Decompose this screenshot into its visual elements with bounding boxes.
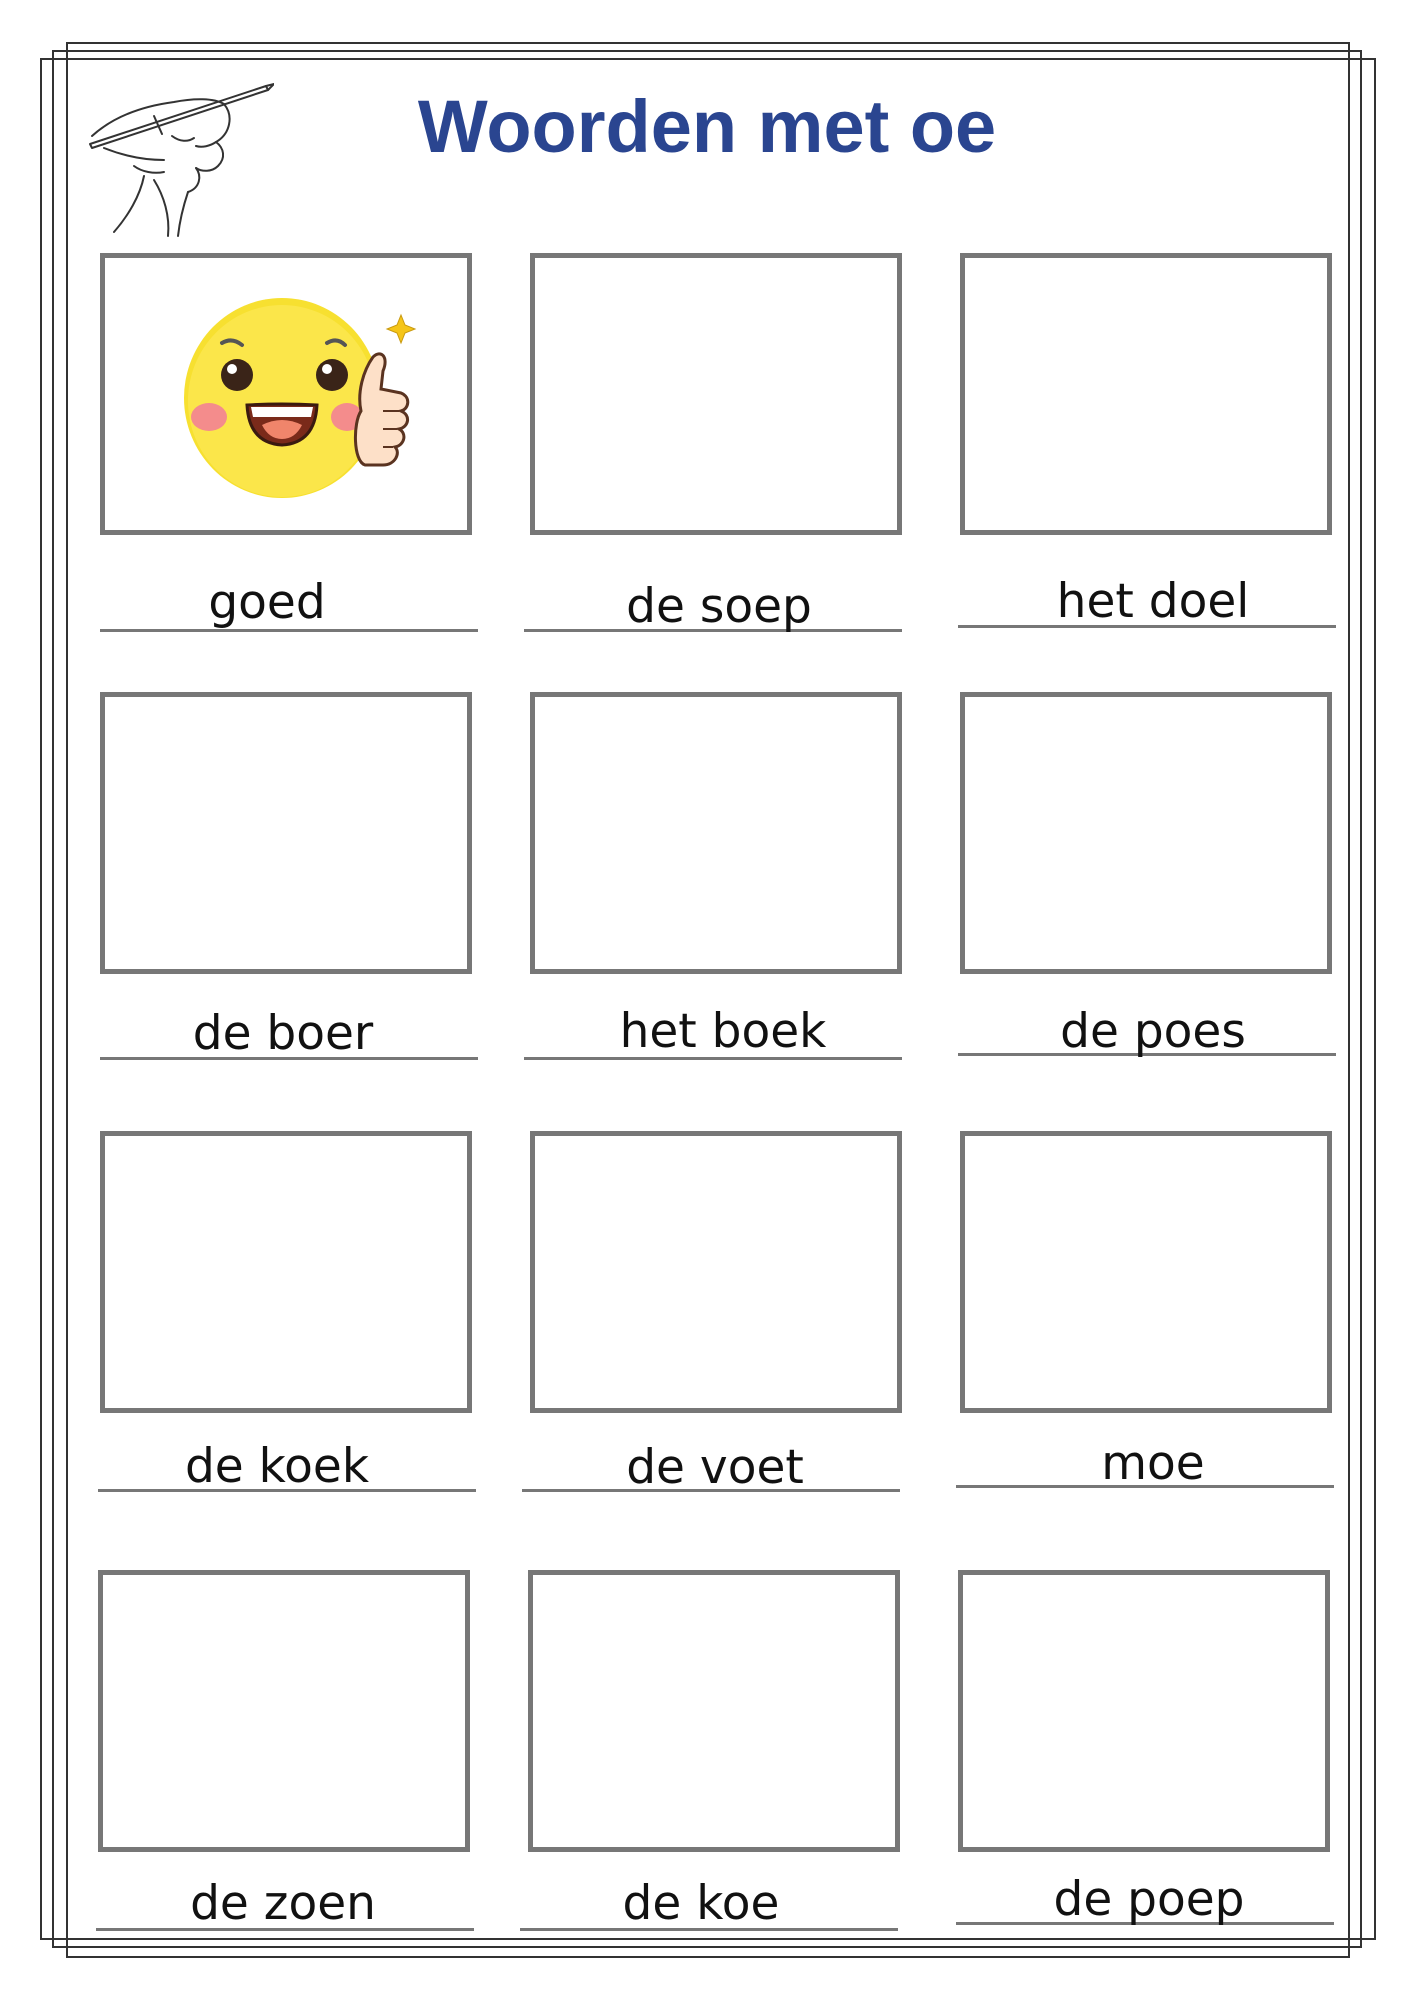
picture-box-11	[528, 1570, 900, 1852]
word-label-2: de soep	[626, 579, 812, 634]
word-label-10: de zoen	[190, 1876, 376, 1931]
picture-box-10	[98, 1570, 470, 1852]
picture-box-3	[960, 253, 1332, 535]
page-title: Woorden met oe	[417, 85, 997, 168]
picture-box-12	[958, 1570, 1330, 1852]
picture-box-1	[100, 253, 472, 535]
word-label-11: de koe	[622, 1876, 780, 1931]
picture-box-2	[530, 253, 902, 535]
picture-box-7	[100, 1131, 472, 1413]
word-label-1: goed	[208, 575, 326, 630]
word-label-9: moe	[1101, 1436, 1205, 1491]
word-label-7: de koek	[184, 1439, 370, 1494]
picture-box-9	[960, 1131, 1332, 1413]
word-label-12: de poep	[1053, 1872, 1245, 1927]
word-label-8: de voet	[626, 1440, 804, 1495]
picture-box-4	[100, 692, 472, 974]
smiley-thumbs-up-icon	[177, 293, 417, 503]
word-label-5: het boek	[619, 1004, 827, 1059]
word-label-4: de boer	[192, 1006, 374, 1061]
picture-box-5	[530, 692, 902, 974]
picture-box-8	[530, 1131, 902, 1413]
picture-box-6	[960, 692, 1332, 974]
word-label-3: het doel	[1056, 574, 1250, 629]
word-label-6: de poes	[1060, 1004, 1246, 1059]
